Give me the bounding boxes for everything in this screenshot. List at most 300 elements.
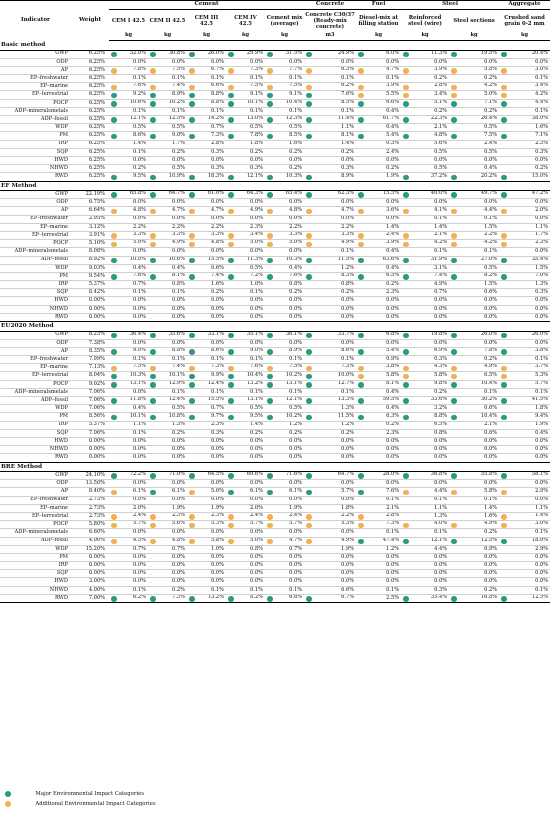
value-cell [449, 504, 499, 512]
value-cell [356, 356, 401, 364]
table-body [0, 41, 550, 603]
value-text: 0.0% [484, 446, 498, 453]
major-category-dot-icon [501, 349, 507, 355]
major-category-dot-icon [267, 398, 273, 404]
additional-category-dot-icon [150, 539, 156, 545]
major-category-dot-icon [228, 175, 234, 181]
table-row [0, 240, 550, 248]
value-cell [148, 372, 187, 380]
value-text: 0.1% [386, 586, 400, 593]
value-text: 41.5% [531, 396, 549, 403]
value-text: 59.5% [382, 396, 400, 403]
value-cell [356, 272, 401, 280]
value-cell [187, 594, 226, 602]
major-category-dot-icon [111, 52, 117, 58]
value-cell [401, 339, 449, 347]
legend-label-additional: Additional Environmental Impact Categories [35, 801, 156, 807]
value-cell [304, 107, 356, 115]
weight-cell: 6.75% [71, 199, 109, 207]
value-cell [187, 586, 226, 594]
indicator-cell: IRP [0, 562, 71, 570]
major-category-dot-icon [267, 258, 273, 264]
value-text: 0.4% [133, 405, 146, 412]
major-category-dot-icon [403, 52, 409, 58]
weight-cell: 9.54% [71, 272, 109, 280]
value-text: 0.0% [434, 480, 448, 487]
additional-category-dot-icon [403, 490, 409, 496]
value-text: 0.2% [172, 429, 185, 436]
table-row [0, 289, 550, 297]
value-cell [356, 570, 401, 578]
value-text: 4.7% [386, 66, 400, 73]
additional-category-dot-icon [306, 539, 312, 545]
value-cell [304, 388, 356, 396]
value-text: 7.6% [133, 82, 146, 89]
additional-category-dot-icon [451, 523, 457, 529]
table-row [0, 50, 550, 58]
value-cell [148, 380, 187, 388]
value-text: 0.0% [289, 480, 303, 487]
value-text: 0.1% [250, 388, 263, 395]
value-text: 0.0% [250, 454, 263, 461]
value-cell [109, 173, 148, 181]
value-text: 0.0% [211, 156, 224, 163]
value-cell [499, 504, 550, 512]
value-cell [304, 413, 356, 421]
value-cell [499, 364, 550, 372]
value-text: 0.2% [484, 355, 498, 362]
value-text: 9.8% [434, 380, 448, 386]
value-cell [401, 380, 449, 388]
value-cell [499, 191, 550, 199]
value-cell [109, 388, 148, 396]
value-cell [187, 75, 226, 83]
value-cell [304, 148, 356, 156]
major-category-dot-icon [501, 382, 507, 388]
value-cell [401, 165, 449, 173]
value-text: 6.2% [133, 594, 146, 601]
value-text: 0.0% [211, 215, 224, 222]
value-cell [356, 223, 401, 231]
major-category-dot-icon [501, 258, 507, 264]
value-text: 0.0% [341, 297, 355, 304]
value-text: 0.4% [484, 165, 498, 172]
value-text: 10.8% [168, 412, 185, 419]
value-text: 0.0% [386, 553, 400, 560]
value-cell [356, 562, 401, 570]
value-text: 1.1% [535, 504, 549, 511]
value-cell [109, 83, 148, 91]
value-text: 11.3% [430, 50, 448, 56]
major-category-dot-icon [150, 258, 156, 264]
value-text: 0.1% [341, 107, 355, 114]
value-text: 7.1% [535, 131, 549, 138]
value-text: 0.0% [250, 570, 263, 577]
value-cell [449, 537, 499, 545]
value-text: 5.7% [535, 380, 549, 386]
value-text: 7.3% [211, 131, 224, 138]
additional-category-dot-icon [228, 523, 234, 529]
additional-category-dot-icon [228, 514, 234, 520]
major-category-dot-icon [267, 175, 273, 181]
value-cell [304, 504, 356, 512]
value-cell [304, 75, 356, 83]
value-text: 0.0% [133, 578, 146, 585]
indicator-cell: PM [0, 413, 71, 421]
group-header-aggregate: Aggregate [499, 1, 550, 10]
value-cell [499, 570, 550, 578]
major-category-dot-icon [501, 333, 507, 339]
value-text: 0.1% [434, 248, 448, 255]
value-text: 13.0% [246, 115, 263, 122]
value-cell [109, 512, 148, 520]
value-cell [187, 421, 226, 429]
value-cell [148, 594, 187, 602]
major-category-dot-icon [501, 101, 507, 107]
additional-category-dot-icon [403, 68, 409, 74]
value-text: 2.3% [386, 429, 400, 436]
value-text: 0.0% [289, 437, 303, 444]
value-cell [109, 480, 148, 488]
value-text: 0.0% [250, 156, 263, 163]
weight-cell: 4.00% [71, 537, 109, 545]
value-text: 6.1% [172, 487, 185, 494]
value-text: 0.0% [484, 553, 498, 560]
additional-category-dot-icon [403, 523, 409, 529]
value-text: 0.0% [250, 297, 263, 304]
group-header-steel: Steel [401, 1, 499, 10]
value-text: 4.9% [484, 520, 498, 527]
major-category-dot-icon [403, 192, 409, 198]
major-category-dot-icon [111, 117, 117, 123]
value-cell [449, 545, 499, 553]
value-cell [401, 529, 449, 537]
value-text: 0.0% [341, 446, 355, 453]
additional-category-dot-icon [150, 514, 156, 520]
value-text: 0.1% [133, 586, 146, 593]
value-text: 2.0% [133, 504, 146, 511]
value-cell [356, 380, 401, 388]
value-cell [499, 231, 550, 239]
value-text: 0.5% [484, 124, 498, 131]
major-category-dot-icon [189, 473, 195, 479]
value-cell [401, 512, 449, 520]
additional-category-dot-icon [306, 85, 312, 91]
value-cell [226, 553, 265, 561]
weight-cell: 6.25% [71, 66, 109, 74]
indicator-cell: POCP [0, 380, 71, 388]
value-cell [148, 488, 187, 496]
value-cell [304, 570, 356, 578]
indicator-cell: GWP [0, 50, 71, 58]
table-row [0, 545, 550, 553]
value-cell [499, 488, 550, 496]
value-text: 5.0% [250, 239, 263, 246]
value-text: 0.1% [211, 74, 224, 81]
value-cell [226, 504, 265, 512]
value-cell [304, 191, 356, 199]
value-cell [304, 429, 356, 437]
value-text: 2.2% [341, 512, 355, 519]
table-row [0, 347, 550, 355]
value-text: 5.7% [341, 487, 355, 494]
value-text: 5.7% [133, 520, 146, 527]
value-text: 7.4% [172, 363, 185, 370]
value-cell [499, 264, 550, 272]
value-cell [449, 281, 499, 289]
value-text: 0.0% [211, 339, 224, 346]
value-cell [148, 231, 187, 239]
weight-cell: 7.06% [71, 388, 109, 396]
value-text: 71.0% [168, 471, 185, 478]
indicator-cell: ODP [0, 199, 71, 207]
value-text: 0.4% [386, 388, 400, 395]
value-cell [304, 156, 356, 164]
value-text: 0.5% [250, 264, 263, 271]
value-text: 69.6% [246, 471, 263, 478]
value-cell [499, 405, 550, 413]
major-category-dot-icon [306, 374, 312, 380]
value-text: 1.8% [341, 504, 355, 511]
value-text: 0.1% [289, 107, 303, 114]
value-cell [265, 429, 304, 437]
value-cell [304, 231, 356, 239]
value-cell [226, 446, 265, 454]
major-category-dot-icon [501, 398, 507, 404]
value-text: 62.3% [337, 190, 355, 197]
value-cell [499, 75, 550, 83]
value-cell [226, 50, 265, 58]
major-category-dot-icon [111, 274, 117, 280]
value-cell [187, 58, 226, 66]
major-category-dot-icon [228, 333, 234, 339]
value-cell [187, 521, 226, 529]
indicator-cell: EP–terrestrial [0, 512, 71, 520]
value-cell [265, 512, 304, 520]
value-text: 8.6% [133, 131, 146, 138]
table-row [0, 140, 550, 148]
value-text: 0.0% [211, 454, 224, 461]
value-cell [109, 264, 148, 272]
value-cell [304, 132, 356, 140]
value-text: 0.2% [289, 289, 303, 296]
value-cell [148, 272, 187, 280]
value-text: 0.9% [484, 545, 498, 552]
major-category-dot-icon [403, 258, 409, 264]
value-cell [499, 578, 550, 586]
table-row [0, 472, 550, 480]
value-cell [401, 264, 449, 272]
weight-cell: 8.08% [71, 248, 109, 256]
value-cell [356, 331, 401, 339]
value-cell [226, 231, 265, 239]
value-cell [449, 297, 499, 305]
value-text: 1.0% [211, 545, 224, 552]
value-text: 0.0% [434, 339, 448, 346]
value-cell [148, 446, 187, 454]
value-cell [304, 215, 356, 223]
value-text: 4.7% [289, 537, 303, 543]
value-cell [356, 397, 401, 405]
value-text: 0.1% [250, 74, 263, 81]
value-cell [401, 305, 449, 313]
value-cell [226, 488, 265, 496]
value-text: 2.3% [172, 512, 185, 519]
value-text: 0.0% [434, 578, 448, 585]
major-category-dot-icon [267, 596, 273, 602]
value-cell [401, 331, 449, 339]
value-text: 7.3% [211, 363, 224, 370]
value-text: 0.0% [289, 578, 303, 585]
additional-category-dot-icon [451, 242, 457, 248]
value-cell [109, 347, 148, 355]
value-text: 0.0% [172, 339, 185, 346]
value-text: 0.2% [172, 148, 185, 155]
indicator-cell: PM [0, 132, 71, 140]
value-text: 0.0% [133, 58, 146, 65]
value-text: 8.9% [172, 90, 185, 97]
value-text: 0.0% [484, 199, 498, 206]
additional-category-dot-icon [111, 209, 117, 215]
value-text: 0.1% [535, 586, 549, 593]
indicator-cell: EP–terrestrial [0, 372, 71, 380]
value-cell [226, 165, 265, 173]
indicator-cell: POCP [0, 521, 71, 529]
additional-category-dot-icon [150, 242, 156, 248]
weight-cell: 6.25% [71, 124, 109, 132]
major-category-dot-icon [501, 274, 507, 280]
value-text: 0.5% [133, 124, 146, 131]
value-text: 0.0% [386, 58, 400, 65]
value-cell [109, 248, 148, 256]
value-text: 0.1% [434, 496, 448, 503]
value-text: 9.5% [133, 172, 146, 179]
value-cell [449, 83, 499, 91]
major-category-dot-icon [267, 101, 273, 107]
value-text: 7.6% [133, 272, 146, 279]
table-row [0, 199, 550, 207]
indicator-cell: EP–marine [0, 504, 71, 512]
value-text: 12.1% [430, 537, 448, 543]
value-cell [187, 347, 226, 355]
value-cell [187, 364, 226, 372]
value-text: 1.7% [535, 231, 549, 238]
value-cell [449, 380, 499, 388]
value-text: 3.4% [535, 82, 549, 89]
table-row [0, 83, 550, 91]
value-cell [265, 372, 304, 380]
value-cell [226, 58, 265, 66]
value-text: 4.8% [133, 206, 146, 213]
value-cell [499, 281, 550, 289]
weight-cell: 22.19% [71, 191, 109, 199]
value-cell [265, 454, 304, 462]
value-text: 7.6% [386, 487, 400, 494]
value-cell [109, 313, 148, 321]
value-cell [401, 107, 449, 115]
indicator-cell: SQP [0, 148, 71, 156]
additional-category-dot-icon [501, 85, 507, 91]
value-text: 0.3% [535, 289, 549, 296]
indicator-cell: EP–freshwater [0, 215, 71, 223]
weight-cell: 3.12% [71, 223, 109, 231]
major-category-dot-icon [358, 258, 364, 264]
value-text: 0.0% [172, 215, 185, 222]
value-text: 0.1% [386, 496, 400, 503]
value-cell [226, 99, 265, 107]
value-cell [265, 529, 304, 537]
value-cell [226, 545, 265, 553]
value-cell [356, 437, 401, 445]
value-cell [187, 107, 226, 115]
value-cell [304, 397, 356, 405]
column-header: Diesel-mix at filling station [358, 14, 399, 27]
indicator-cell: HWD [0, 578, 71, 586]
value-text: 7.6% [250, 363, 263, 370]
value-cell [109, 91, 148, 99]
value-cell [148, 191, 187, 199]
value-text: 0.0% [133, 480, 146, 487]
major-category-dot-icon [358, 134, 364, 140]
value-cell [226, 521, 265, 529]
value-cell [187, 140, 226, 148]
major-category-dot-icon [228, 398, 234, 404]
value-text: 30.8% [168, 50, 185, 56]
value-text: 0.1% [535, 107, 549, 114]
major-category-dot-icon [228, 117, 234, 123]
additional-category-dot-icon [451, 366, 457, 372]
value-text: 2.9% [535, 487, 549, 494]
value-cell [109, 437, 148, 445]
table-row [0, 156, 550, 164]
major-category-dot-icon [451, 192, 457, 198]
value-text: 2.1% [434, 124, 448, 131]
additional-category-dot-icon [111, 242, 117, 248]
value-text: 7.5% [289, 363, 303, 370]
weight-cell: 8.56% [71, 413, 109, 421]
value-cell [265, 264, 304, 272]
value-cell [148, 545, 187, 553]
value-text: 38.0% [531, 115, 549, 122]
value-cell [304, 223, 356, 231]
value-text: 8.8% [211, 90, 224, 97]
value-text: 0.0% [211, 529, 224, 536]
table-row [0, 99, 550, 107]
major-category-dot-icon [111, 596, 117, 602]
value-cell [226, 454, 265, 462]
value-text: 0.4% [289, 264, 303, 271]
value-cell [148, 156, 187, 164]
value-cell [449, 488, 499, 496]
value-cell [148, 313, 187, 321]
value-text: 0.0% [484, 570, 498, 577]
value-cell [109, 594, 148, 602]
table-row [0, 364, 550, 372]
value-text: 3.3% [172, 231, 185, 238]
value-text: 0.6% [484, 289, 498, 296]
value-text: 0.1% [535, 355, 549, 362]
value-cell [109, 140, 148, 148]
major-category-dot-icon [150, 490, 156, 496]
value-text: 3.7% [535, 363, 549, 370]
value-text: 0.2% [289, 429, 303, 436]
value-cell [226, 429, 265, 437]
value-text: 1.2% [341, 264, 355, 271]
value-text: 0.2% [484, 107, 498, 114]
value-text: 0.5% [172, 405, 185, 412]
value-cell [449, 405, 499, 413]
weight-cell: 24.10% [71, 472, 109, 480]
